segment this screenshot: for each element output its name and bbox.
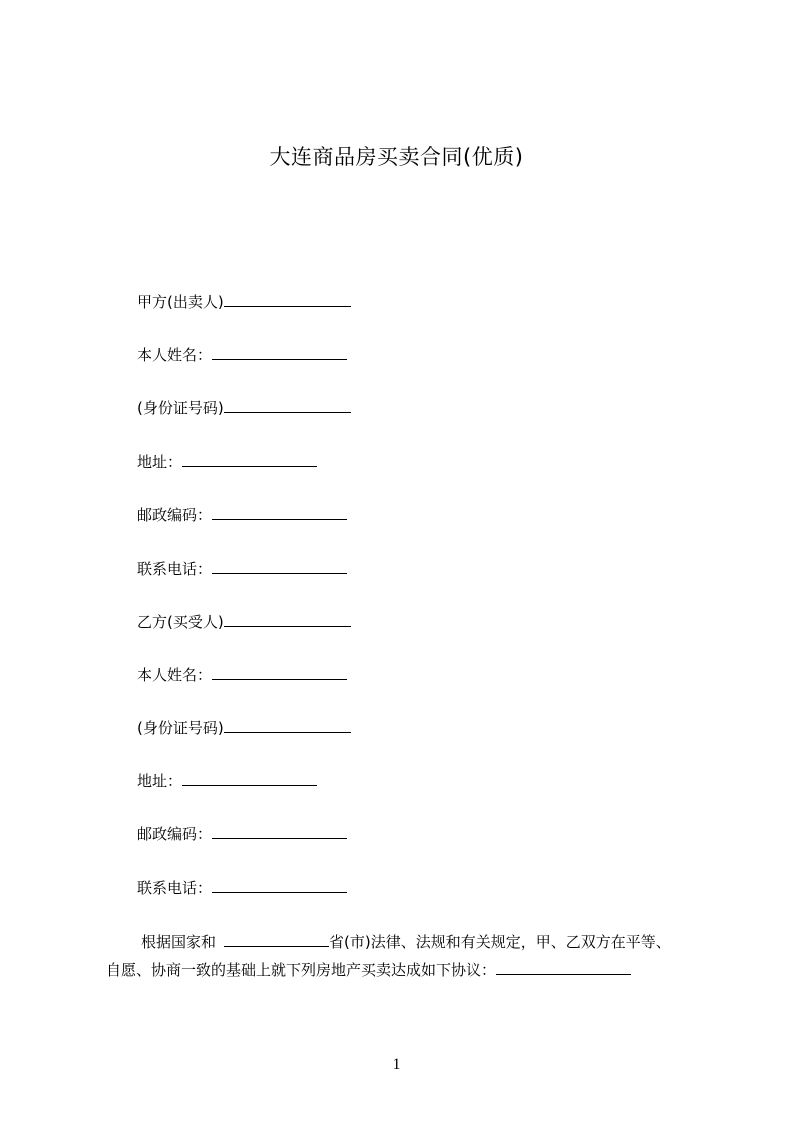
party-a-postal-label: 邮政编码： xyxy=(137,506,213,524)
preamble-line-1 xyxy=(141,930,671,953)
party-b-id-field xyxy=(137,716,351,739)
party-a-name-field xyxy=(137,343,347,366)
party-a-phone-blank[interactable] xyxy=(212,557,347,574)
party-a-header-field xyxy=(137,290,351,313)
party-b-postal-label: 邮政编码： xyxy=(137,825,213,843)
party-a-address-blank[interactable] xyxy=(182,450,317,467)
party-b-header: 乙方(买受人) xyxy=(137,613,224,631)
party-a-name-blank[interactable] xyxy=(212,343,347,360)
party-b-id-label: (身份证号码) xyxy=(137,719,224,737)
party-a-id-label: (身份证号码) xyxy=(137,399,224,417)
party-b-phone-blank[interactable] xyxy=(212,876,347,893)
party-b-header-field xyxy=(137,610,351,633)
party-a-postal-field xyxy=(137,503,347,526)
party-a-address-field xyxy=(137,450,317,473)
party-a-address-label: 地址： xyxy=(137,453,183,471)
party-b-address-blank[interactable] xyxy=(182,769,317,786)
party-a-phone-label: 联系电话： xyxy=(137,560,213,578)
preamble-line-2-text: 自愿、协商一致的基础上就下列房地产买卖达成如下协议： xyxy=(106,961,497,979)
party-b-id-blank[interactable] xyxy=(224,716,351,733)
party-b-blank[interactable] xyxy=(224,610,351,627)
party-a-header: 甲方(出卖人) xyxy=(137,293,224,311)
party-b-address-field xyxy=(137,769,317,792)
preamble-line-2 xyxy=(106,958,631,981)
party-b-name-field xyxy=(137,663,347,686)
party-b-name-label: 本人姓名： xyxy=(137,666,213,684)
party-a-blank[interactable] xyxy=(224,290,351,307)
party-a-postal-blank[interactable] xyxy=(212,503,347,520)
party-a-id-field xyxy=(137,396,351,419)
party-b-name-blank[interactable] xyxy=(212,663,347,680)
party-a-id-blank[interactable] xyxy=(224,396,351,413)
party-b-postal-blank[interactable] xyxy=(212,822,347,839)
party-a-name-label: 本人姓名： xyxy=(137,346,213,364)
party-b-postal-field xyxy=(137,822,347,845)
party-b-address-label: 地址： xyxy=(137,772,183,790)
agreement-blank[interactable] xyxy=(496,958,631,975)
document-title: 大连商品房买卖合同(优质) xyxy=(269,145,524,169)
province-blank[interactable] xyxy=(224,930,329,947)
preamble-part-1: 根据国家和 xyxy=(141,933,217,951)
page-number: 1 xyxy=(392,1056,401,1073)
party-b-phone-field xyxy=(137,876,347,899)
party-a-phone-field xyxy=(137,557,347,580)
party-b-phone-label: 联系电话： xyxy=(137,879,213,897)
preamble-part-2: 省(市)法律、法规和有关规定，甲、乙双方在平等、 xyxy=(329,933,671,951)
